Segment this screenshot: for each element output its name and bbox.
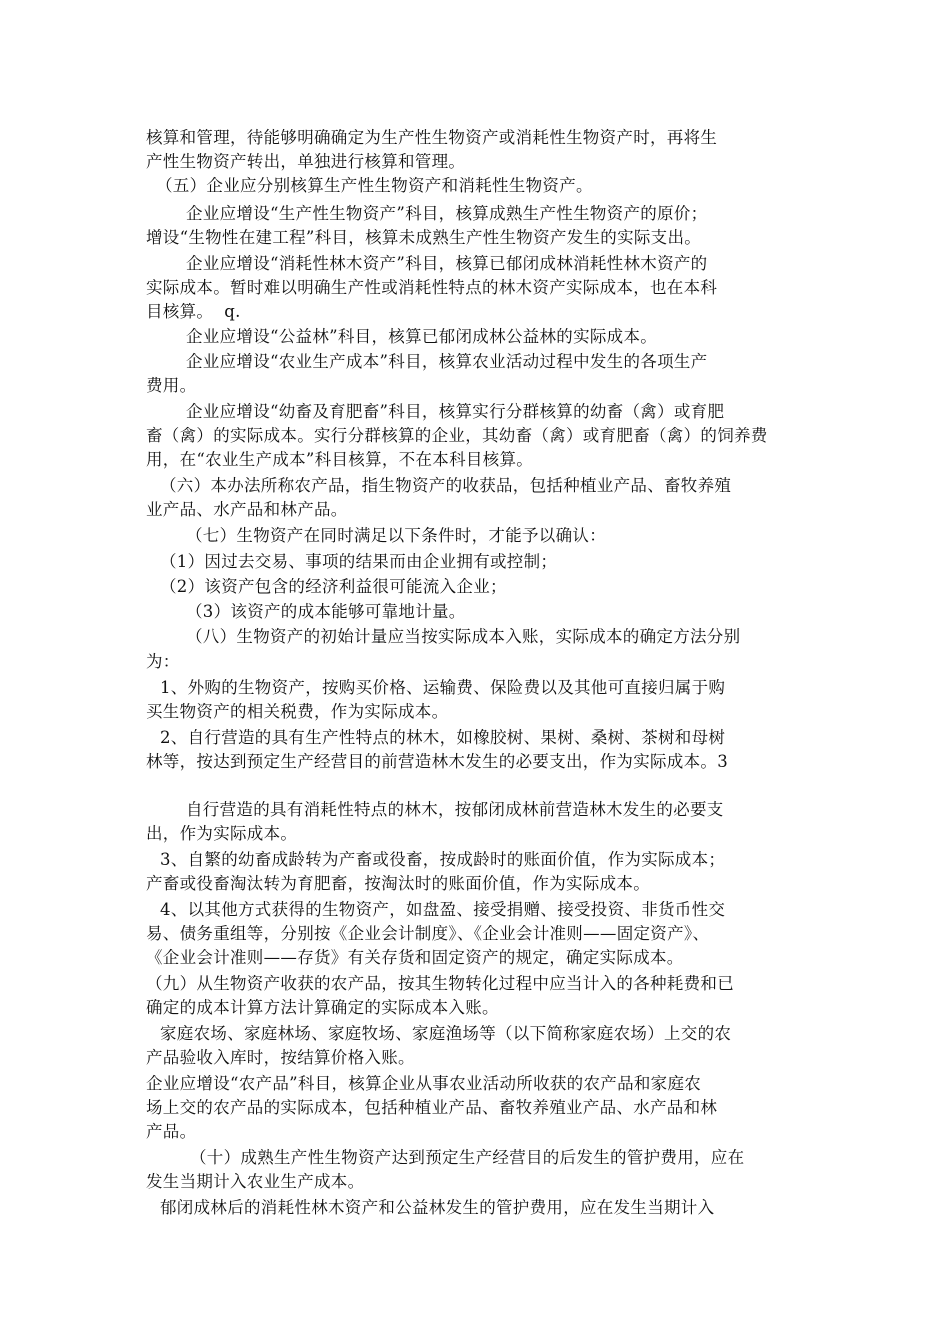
text-line: 企业应增设“生产性生物资产”科目，核算成熟生产性生物资产的原价； (186, 204, 708, 223)
text-line: 郁闭成林后的消耗性林木资产和公益林发生的管护费用，应在发生当期计入 (160, 1198, 715, 1217)
text-line: 场上交的农产品的实际成本，包括种植业产品、畜牧养殖业产品、水产品和林 (146, 1098, 718, 1117)
text-line: 2、自行营造的具有生产性特点的林木，如橡胶树、果树、桑树、茶树和母树 (160, 728, 726, 747)
text-line: 企业应增设“幼畜及育肥畜”科目，核算实行分群核算的幼畜（禽）或育肥 (186, 402, 725, 421)
text-line: （五）企业应分别核算生产性生物资产和消耗性生物资产。 (156, 176, 593, 195)
text-line: 为： (146, 652, 180, 671)
text-line: 发生当期计入农业生产成本。 (146, 1172, 365, 1191)
text-line: （六）本办法所称农产品，指生物资产的收获品，包括种植业产品、畜牧养殖 (160, 476, 732, 495)
text-line: 产品。 (146, 1122, 197, 1141)
text-line: 出，作为实际成本。 (146, 824, 298, 843)
text-line: 用，在“农业生产成本”科目核算，不在本科目核算。 (146, 450, 534, 469)
text-line: 3、自繁的幼畜成龄转为产畜或役畜，按成龄时的账面价值，作为实际成本； (160, 850, 726, 869)
text-line: 产畜或役畜淘汰转为育肥畜，按淘汰时的账面价值，作为实际成本。 (146, 874, 650, 893)
text-line: 企业应增设“农产品”科目，核算企业从事农业活动所收获的农产品和家庭农 (146, 1074, 702, 1093)
text-line: 家庭农场、家庭林场、家庭牧场、家庭渔场等（以下简称家庭农场）上交的农 (160, 1024, 732, 1043)
text-line: （八）生物资产的初始计量应当按实际成本入账，实际成本的确定方法分别 (186, 627, 741, 646)
text-line: 增设“生物性在建工程”科目，核算未成熟生产性生物资产发生的实际支出。 (146, 228, 702, 247)
text-line: 产性生物资产转出，单独进行核算和管理。 (146, 152, 466, 171)
text-line: 业产品、水产品和林产品。 (146, 500, 348, 519)
text-line: 企业应增设“农业生产成本”科目，核算农业活动过程中发生的各项生产 (186, 352, 708, 371)
text-line: 畜（禽）的实际成本。实行分群核算的企业，其幼畜（禽）或育肥畜（禽）的饲养费 (146, 426, 768, 445)
text-line: （十）成熟生产性生物资产达到预定生产经营目的后发生的管护费用，应在 (190, 1148, 745, 1167)
text-line: 自行营造的具有消耗性特点的林木，按郁闭成林前营造林木发生的必要支 (186, 800, 724, 819)
text-line: （七）生物资产在同时满足以下条件时，才能予以确认： (186, 526, 606, 545)
text-line: 核算和管理，待能够明确确定为生产性生物资产或消耗性生物资产时，再将生 (146, 128, 718, 147)
text-line: （1）因过去交易、事项的结果而由企业拥有或控制； (160, 552, 558, 571)
text-line: 目核算。 q. (146, 302, 241, 321)
text-line: 易、债务重组等，分别按《企业会计制度》、《企业会计准则——固定资产》、 (146, 924, 710, 943)
text-line: 《企业会计准则——存货》有关存货和固定资产的规定，确定实际成本。 (146, 948, 684, 967)
text-line: （2）该资产包含的经济利益很可能流入企业； (160, 577, 507, 596)
text-line: 费用。 (146, 376, 197, 395)
text-line: 1、外购的生物资产，按购买价格、运输费、保险费以及其他可直接归属于购 (160, 678, 726, 697)
text-line: 企业应增设“公益林”科目，核算已郁闭成林公益林的实际成本。 (186, 327, 658, 346)
text-line: 买生物资产的相关税费，作为实际成本。 (146, 702, 449, 721)
text-line: 实际成本。暂时难以明确生产性或消耗性特点的林木资产实际成本，也在本科 (146, 278, 718, 297)
text-line: 林等，按达到预定生产经营目的前营造林木发生的必要支出，作为实际成本。3 (146, 752, 728, 771)
text-line: 产品验收入库时，按结算价格入账。 (146, 1048, 415, 1067)
text-line: 企业应增设“消耗性林木资产”科目，核算已郁闭成林消耗性林木资产的 (186, 254, 708, 273)
text-line: 确定的成本计算方法计算确定的实际成本入账。 (146, 998, 499, 1017)
text-line: （九）从生物资产收获的农产品，按其生物转化过程中应当计入的各种耗费和已 (146, 974, 734, 993)
text-line: （3）该资产的成本能够可靠地计量。 (186, 602, 466, 621)
text-line: 4、以其他方式获得的生物资产，如盘盈、接受捐赠、接受投资、非货币性交 (160, 900, 726, 919)
